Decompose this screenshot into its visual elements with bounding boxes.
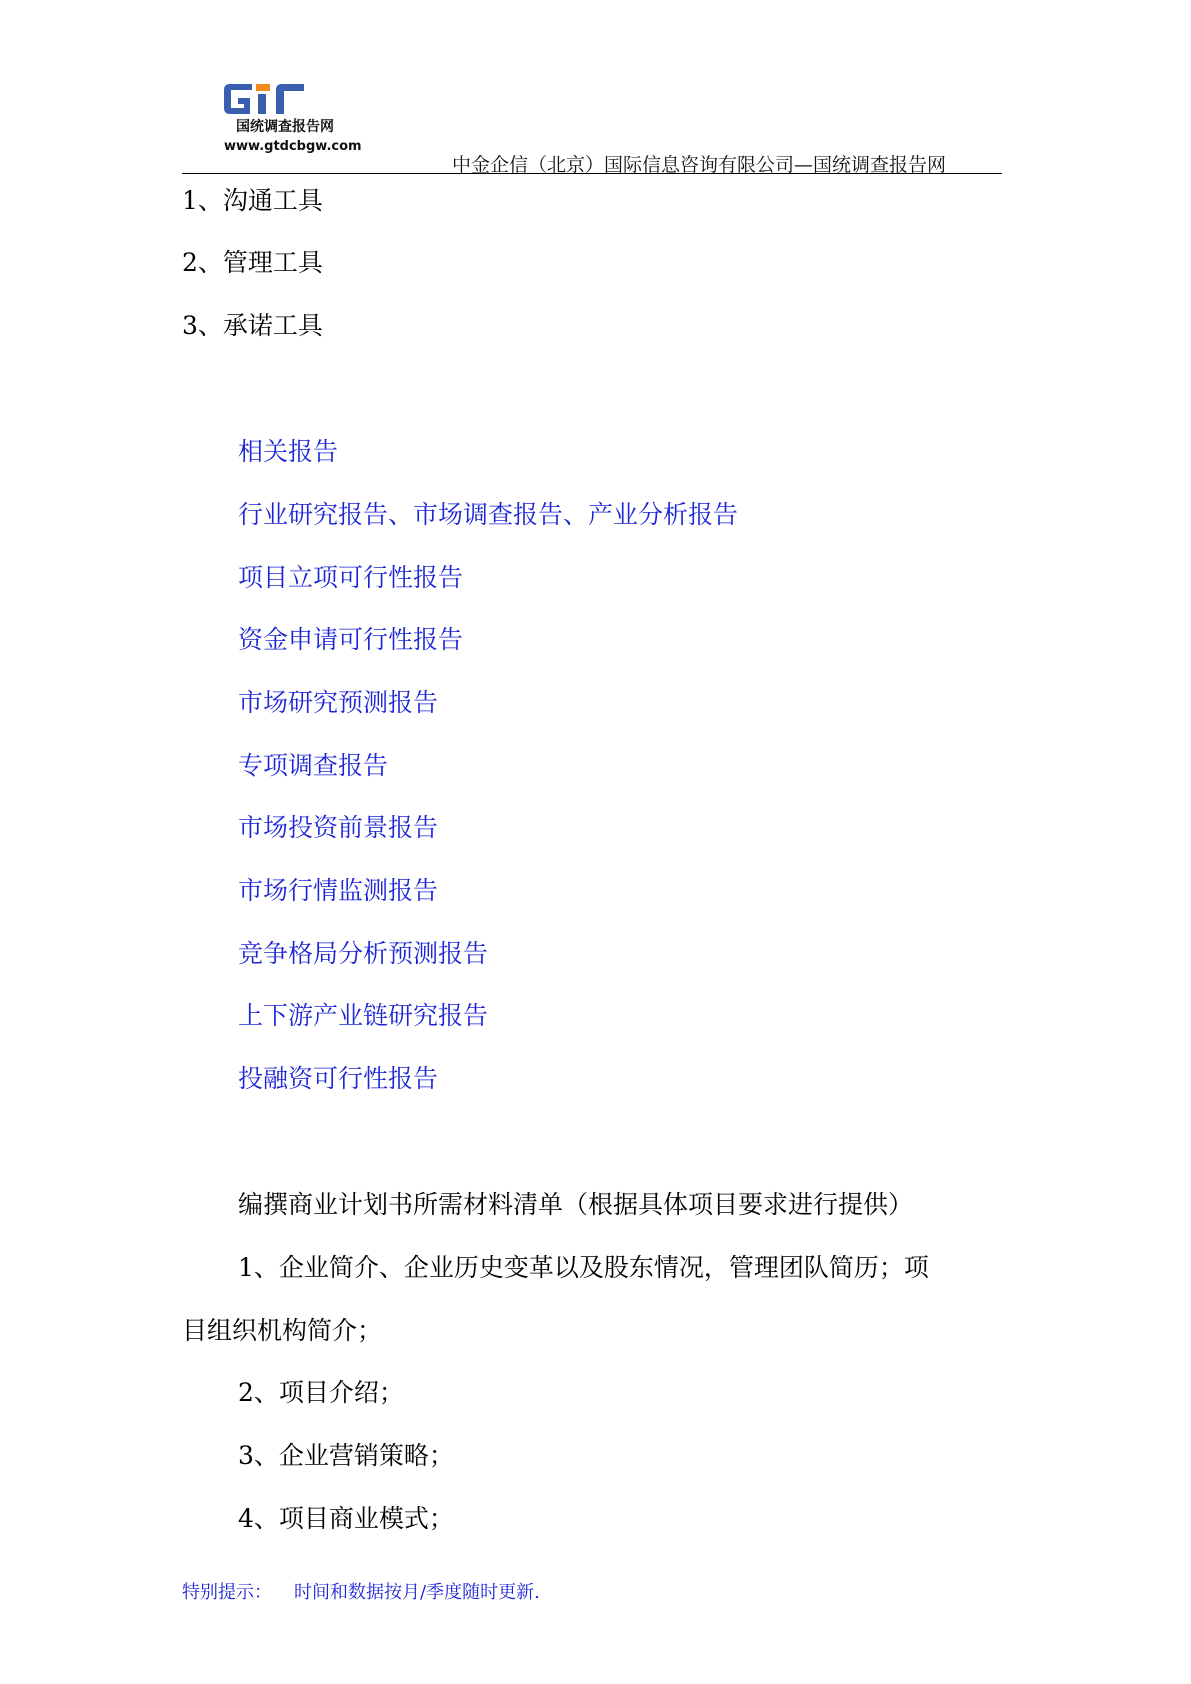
related-report-link[interactable]: 市场研究预测报告 — [238, 688, 439, 717]
footer-note-text: 时间和数据按月/季度随时更新. — [294, 1582, 540, 1603]
related-report-link[interactable]: 市场投资前景报告 — [238, 813, 439, 842]
materials-item-1-continued: 目组织机构简介； — [182, 1316, 383, 1345]
logo-graphic — [222, 82, 342, 116]
related-report-link[interactable]: 投融资可行性报告 — [238, 1064, 439, 1093]
tool-item-1: 1、沟通工具 — [182, 186, 323, 215]
logo-url: www.gtdcbgw.com — [224, 139, 362, 154]
materials-item-1: 1、企业简介、企业历史变革以及股东情况，管理团队简历；项 — [238, 1253, 929, 1282]
related-report-link[interactable]: 资金申请可行性报告 — [238, 625, 464, 654]
related-reports-heading: 相关报告 — [238, 437, 339, 466]
related-report-link[interactable]: 竞争格局分析预测报告 — [238, 939, 489, 968]
related-report-link[interactable]: 市场行情监测报告 — [238, 876, 439, 905]
related-report-link[interactable]: 项目立项可行性报告 — [238, 563, 464, 592]
logo-name: 国统调查报告网 — [236, 119, 334, 135]
materials-item-2: 2、项目介绍； — [238, 1378, 404, 1407]
related-report-link[interactable]: 上下游产业链研究报告 — [238, 1001, 489, 1030]
related-report-link[interactable]: 专项调查报告 — [238, 751, 389, 780]
materials-item-3: 3、企业营销策略； — [238, 1441, 454, 1470]
footer-note-label: 特别提示： — [182, 1582, 272, 1603]
header-company-name: 中金企信（北京）国际信息咨询有限公司—国统调查报告网 — [452, 154, 947, 176]
footer-note — [182, 1578, 540, 1604]
header-divider — [182, 173, 1002, 174]
tool-item-3: 3、承诺工具 — [182, 311, 323, 340]
tool-item-2: 2、管理工具 — [182, 248, 323, 277]
related-report-link[interactable]: 行业研究报告、市场调查报告、产业分析报告 — [238, 500, 739, 529]
materials-title: 编撰商业计划书所需材料清单（根据具体项目要求进行提供） — [238, 1190, 914, 1219]
materials-item-4: 4、项目商业模式； — [238, 1504, 454, 1533]
